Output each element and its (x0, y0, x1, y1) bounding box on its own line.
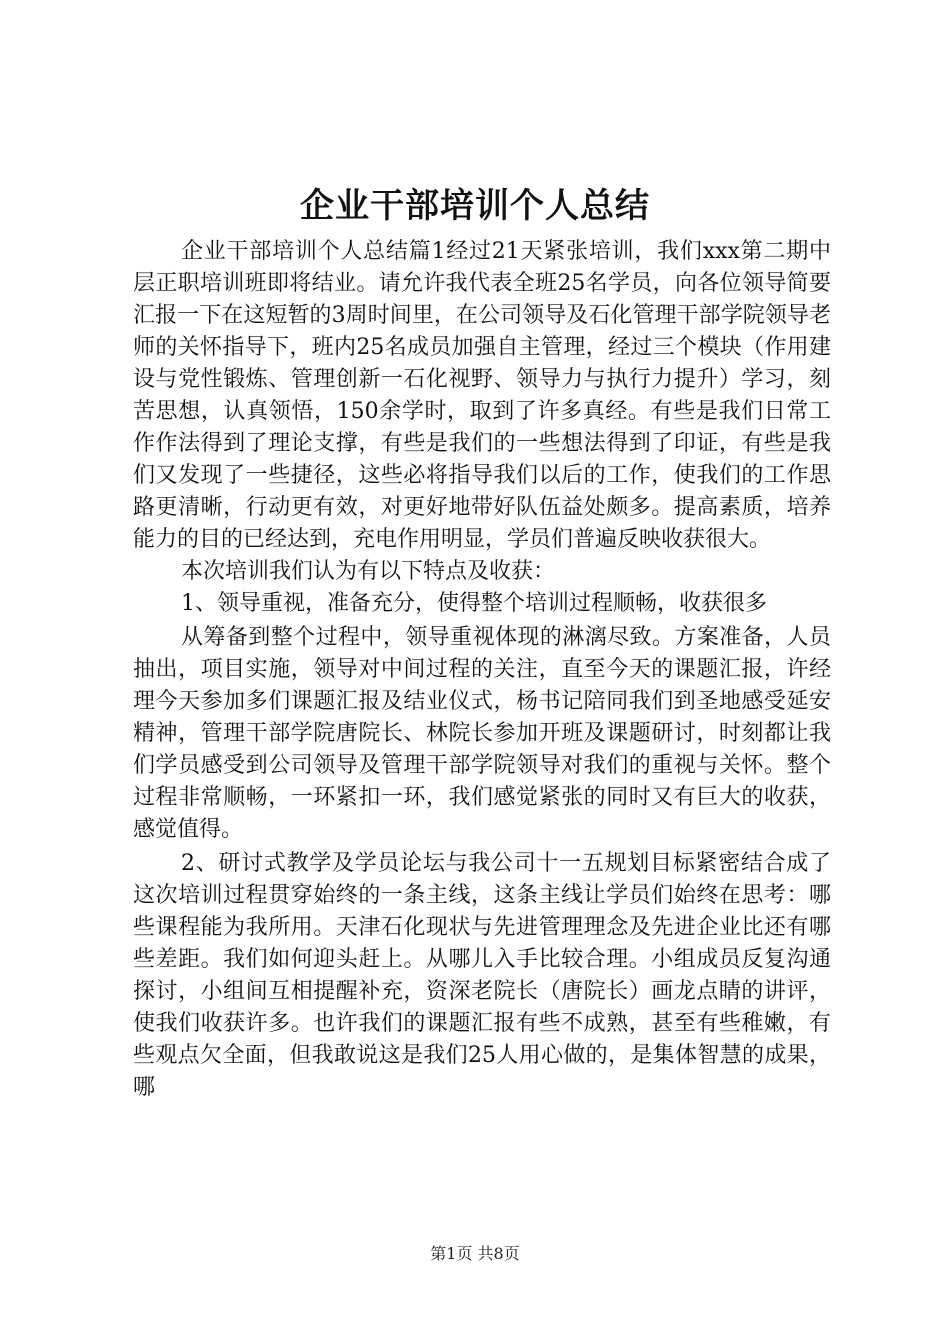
paragraph-point-2: 2、研讨式教学及学员论坛与我公司十一五规划目标紧密结合成了这次培训过程贯穿始终的一条主线，这条主线让学员们始终在思考：哪些课程能为我所用。天津石化现状与先进管理理念及先进企业比还有哪些差距。我们如何迎头赶上。从哪儿入手比较合理。小组成员反复沟通探讨，小组间互相提醒补充，资深老院长（唐院长）画龙点睛的讲评，使我们收获许多。也许我们的课题汇报有些不成熟，甚至有些稚嫩，有些观点欠全面，但我敢说这是我们25人用心做的，是集体智慧的成果，哪 (133, 851, 831, 1100)
paragraph-point-1-heading: 1、领导重视，准备充分，使得整个培训过程顺畅，收获很多 (181, 591, 767, 616)
document-title: 企业干部培训个人总结 (300, 186, 650, 226)
paragraph-features-heading: 本次培训我们认为有以下特点及收获： (181, 559, 556, 584)
paragraph-intro: 企业干部培训个人总结篇1经过21天紧张培训，我们xxx第二期中层正职培训班即将结业。请允许我代表全班25名学员，向各位领导简要汇报一下在这短暂的3周时间里，在公司领导及石化管理干部学院领导老师的关怀指导下，班内25名成员加强自主管理，经过三个模块（作用建设与党性锻炼、管理创新一石化视野、领导力与执行力提升）学习，刻苦思想，认真领悟，150余学时，取到了许多真经。有些是我们日常工作作法得到了理论支撑，有些是我们的一些想法得到了印证，有些是我们又发现了一些捷径，这些必将指导我们以后的工作，使我们的工作思路更清晰，行动更有效，对更好地带好队伍益处颇多。提高素质，培养能力的目的已经达到，充电作用明显，学员们普遍反映收获很大。 (133, 239, 831, 552)
document-body (133, 236, 831, 1104)
paragraph-point-1-body: 从筹备到整个过程中，领导重视体现的淋漓尽致。方案准备，人员抽出，项目实施，领导对中间过程的关注，直至今天的课题汇报，许经理今天参加多们课题汇报及结业仪式，杨书记陪同我们到圣地感受延安精神，管理干部学院唐院长、林院长参加开班及课题研讨，时刻都让我们学员感受到公司领导及管理干部学院领导对我们的重视与关怀。整个过程非常顺畅，一环紧扣一环，我们感觉紧张的同时又有巨大的收获，感觉值得。 (133, 625, 831, 842)
page-footer: 第1页 共8页 (430, 1244, 520, 1263)
